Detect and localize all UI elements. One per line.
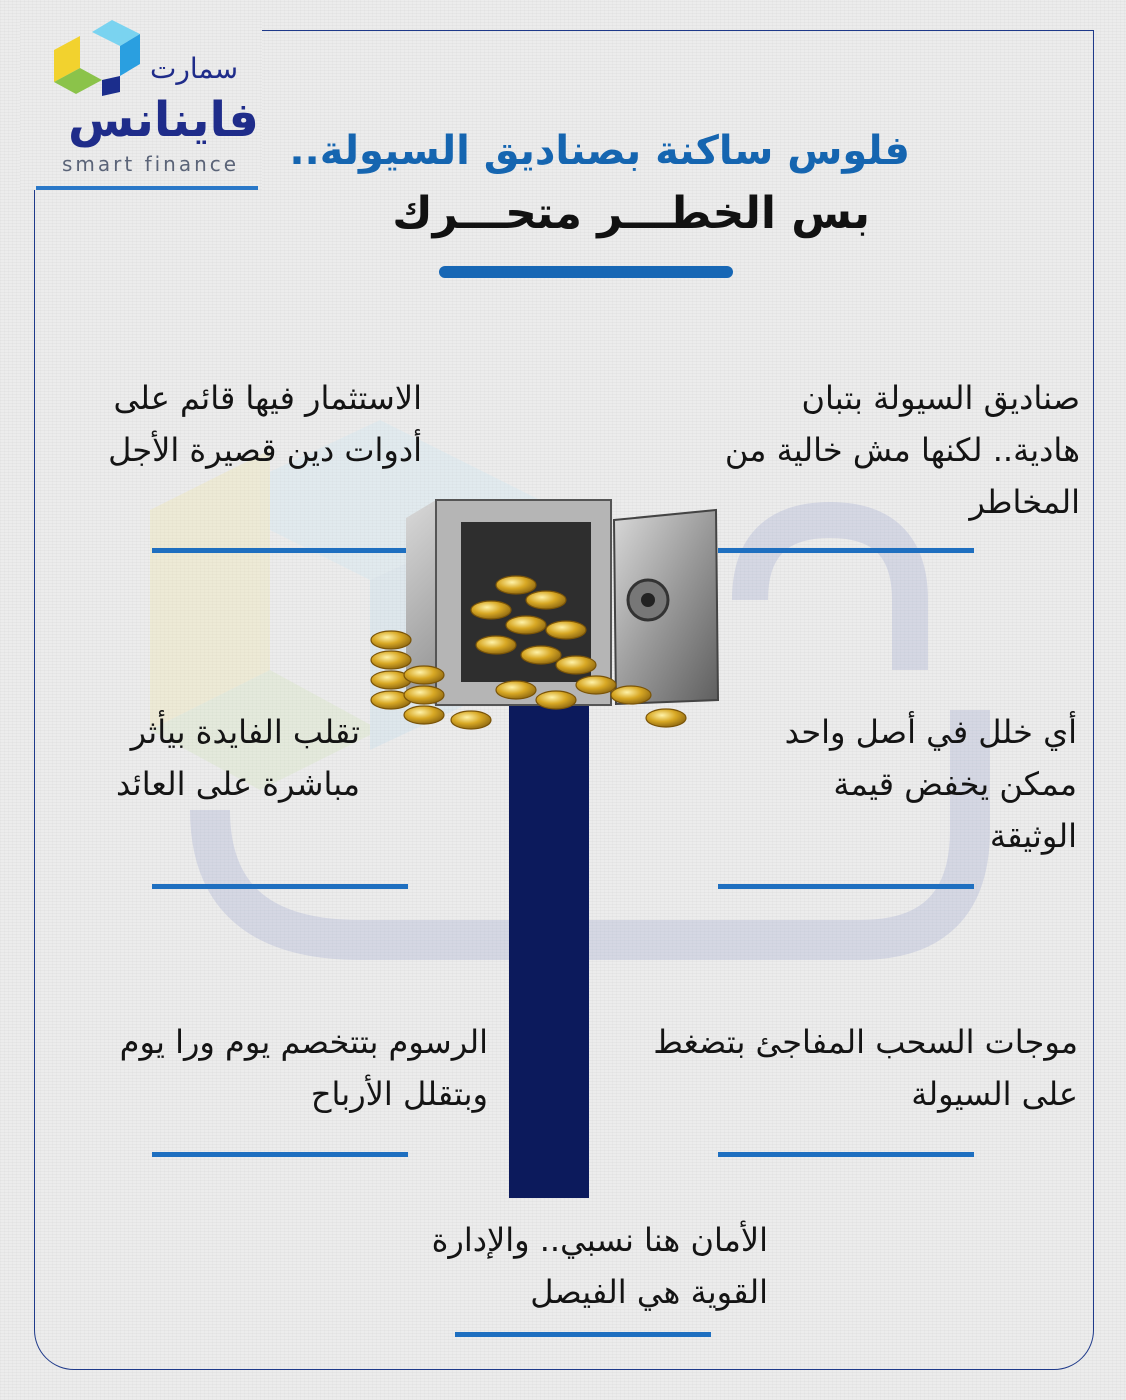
point-right-2: أي خلل في أصل واحد ممكن يخفض قيمة الوثيقة [784,713,1077,855]
safe-with-gold-coins-icon [366,490,736,740]
page-title-line-1: فلوس ساكنة بصناديق السيولة.. [289,128,910,174]
point-left-2: تقلب الفايدة بيأثر مباشرة على العائد [115,713,360,803]
point-left-1: الاستثمار فيها قائم على أدوات دين قصيرة الأجل [108,379,422,469]
divider-bottom [455,1332,711,1337]
divider-right-3 [718,1152,974,1157]
logo-underline [36,186,258,190]
point-left-3: الرسوم بتتخصم يوم ورا يوم وبتقلل الأرباح [119,1023,488,1113]
logo-text-arabic-1: سمارت [150,52,239,85]
logo-text-latin: smart finance [62,152,240,176]
point-right-3: موجات السحب المفاجئ بتضغط على السيولة [653,1023,1078,1113]
title-underline [439,266,733,278]
divider-left-3 [152,1152,408,1157]
divider-right-1 [718,548,974,553]
logo-text-arabic-2: فاينانس [68,92,259,148]
point-right-1: صناديق السيولة بتبان هادية.. لكنها مش خالية من المخاطر [724,379,1080,521]
divider-left-2 [152,884,408,889]
page-title-line-2: بس الخطـــر متحـــرك [392,188,870,239]
center-trunk [509,700,589,1198]
point-bottom: الأمان هنا نسبي.. والإدارة القوية هي الفيصل [431,1221,768,1311]
divider-right-2 [718,884,974,889]
